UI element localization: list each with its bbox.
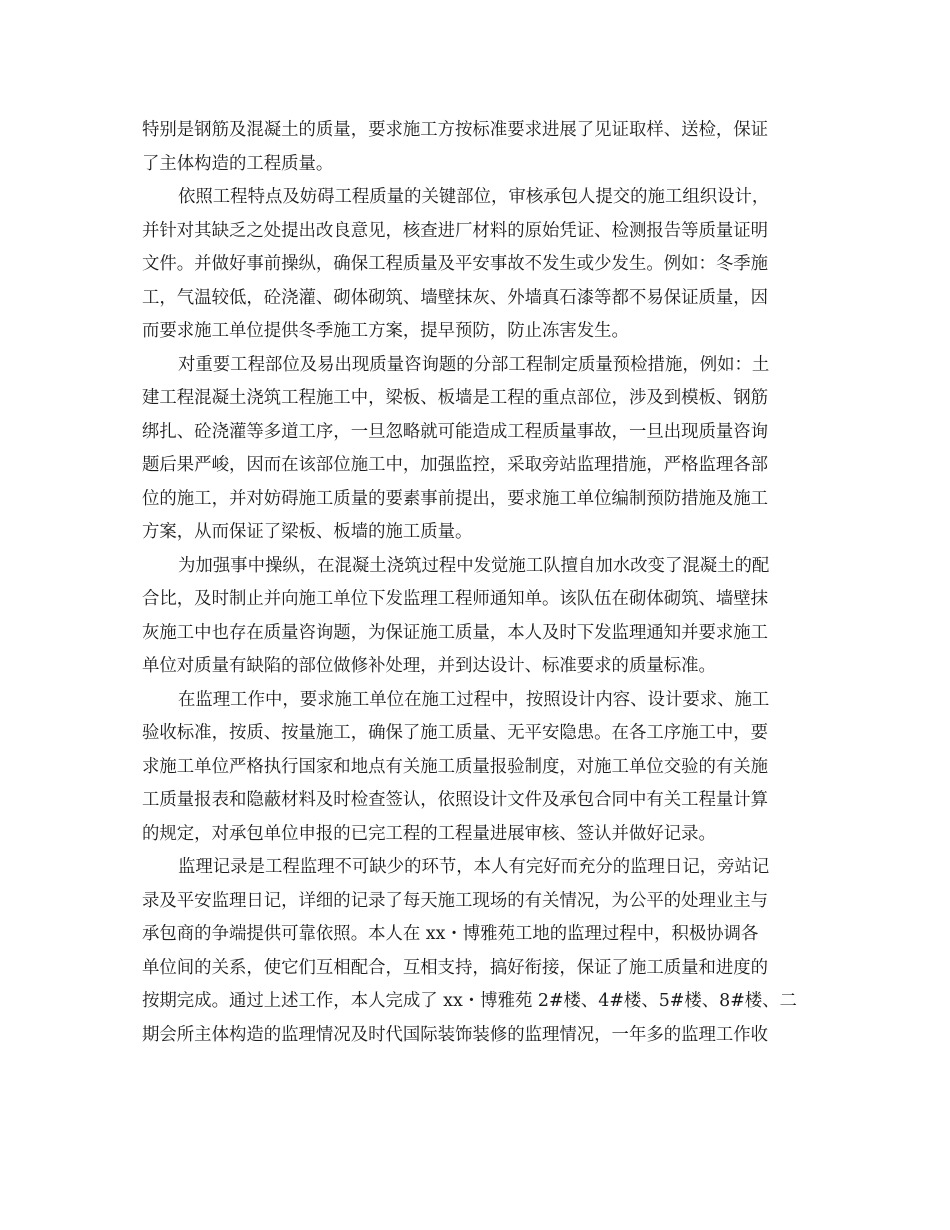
paragraph <box>142 114 810 181</box>
paragraph-line: 单位对质量有缺陷的部位做修补处理，并到达设计、标准要求的质量标准。 <box>142 656 716 676</box>
paragraph-line: 特别是钢筋及混凝土的质量，要求施工方按标准要求进展了见证取样、送检，保证 <box>142 120 769 140</box>
paragraph-line: 了主体构造的工程质量。 <box>142 153 334 174</box>
paragraph-line: 合比，及时制止并向施工单位下发监理工程师通知单。该队伍在砌体砌筑、墙壁抹 <box>142 589 769 609</box>
paragraph-line: 建工程混凝土浇筑工程施工中，梁板、板墙是工程的重点部位，涉及到模板、钢筋 <box>142 388 769 408</box>
paragraph-line: 而要求施工单位提供冬季施工方案，提早预防，防止冻害发生。 <box>142 321 629 341</box>
paragraph <box>142 851 810 1052</box>
paragraph-line: 依照工程特点及妨碍工程质量的关键部位，审核承包人提交的施工组织设计， <box>178 187 770 207</box>
paragraph-line: 绑扎、砼浇灌等多道工序，一旦忽略就可能造成工程质量事故，一旦出现质量咨询 <box>142 421 769 442</box>
document-body <box>142 114 810 1052</box>
paragraph-line: 位的施工，并对妨碍施工质量的要素事前提出，要求施工单位编制预防措施及施工 <box>142 488 769 509</box>
paragraph <box>142 550 810 684</box>
paragraph-line: 对重要工程部位及易出现质量咨询题的分部工程制定质量预检措施，例如：土 <box>178 354 770 375</box>
paragraph-line: 方案，从而保证了梁板、板墙的施工质量。 <box>142 522 473 542</box>
paragraph-line: 的规定，对承包单位申报的已完工程的工程量进展审核、签认并做好记录。 <box>142 823 716 844</box>
paragraph-line: 为加强事中操纵，在混凝土浇筑过程中发觉施工队擅自加水改变了混凝土的配 <box>178 555 770 576</box>
paragraph-line: 验收标准，按质、按量施工，确保了施工质量、无平安隐患。在各工序施工中，要 <box>142 723 769 743</box>
paragraph-line: 工，气温较低，砼浇灌、砌体砌筑、墙壁抹灰、外墙真石漆等都不易保证质量，因 <box>142 287 769 308</box>
paragraph-line: 文件。并做好事前操纵，确保工程质量及平安事故不发生或少发生。例如：冬季施 <box>142 254 769 274</box>
paragraph-line: 题后果严峻，因而在该部位施工中，加强监控，采取旁站监理措施，严格监理各部 <box>142 455 769 475</box>
paragraph-line: 期会所主体构造的监理情况及时代国际装饰装修的监理情况，一年多的监理工作收 <box>142 1024 769 1045</box>
paragraph-line: 在监理工作中，要求施工单位在施工过程中，按照设计内容、设计要求、施工 <box>178 689 770 710</box>
paragraph <box>142 181 810 349</box>
paragraph-line: 录及平安监理日记，详细的记录了每天施工现场的有关情况，为公平的处理业主与 <box>142 890 769 911</box>
paragraph-line: 求施工单位严格执行国家和地点有关施工质量报验制度，对施工单位交验的有关施 <box>142 756 769 777</box>
paragraph <box>142 349 810 550</box>
paragraph-line: 监理记录是工程监理不可缺少的环节，本人有完好而充分的监理日记，旁站记 <box>178 857 770 877</box>
paragraph-line: 单位间的关系，使它们互相配合，互相支持，搞好衔接，保证了施工质量和进度的 <box>142 957 769 978</box>
paragraph-line: 灰施工中也存在质量咨询题，为保证施工质量，本人及时下发监理通知并要求施工 <box>142 622 769 643</box>
paragraph-line: 并针对其缺乏之处提出改良意见，核查进厂材料的原始凭证、检测报告等质量证明 <box>142 220 769 241</box>
paragraph-line: 承包商的争端提供可靠依照。本人在 xx・博雅苑工地的监理过程中，积极协调各 <box>142 924 759 944</box>
paragraph <box>142 684 810 852</box>
paragraph-line: 工质量报表和隐蔽材料及时检查签认，依照设计文件及承包合同中有关工程量计算 <box>142 790 769 810</box>
paragraph-line: 按期完成。通过上述工作，本人完成了 xx・博雅苑 2#楼、4#楼、5#楼、8#楼、二 <box>142 991 797 1011</box>
